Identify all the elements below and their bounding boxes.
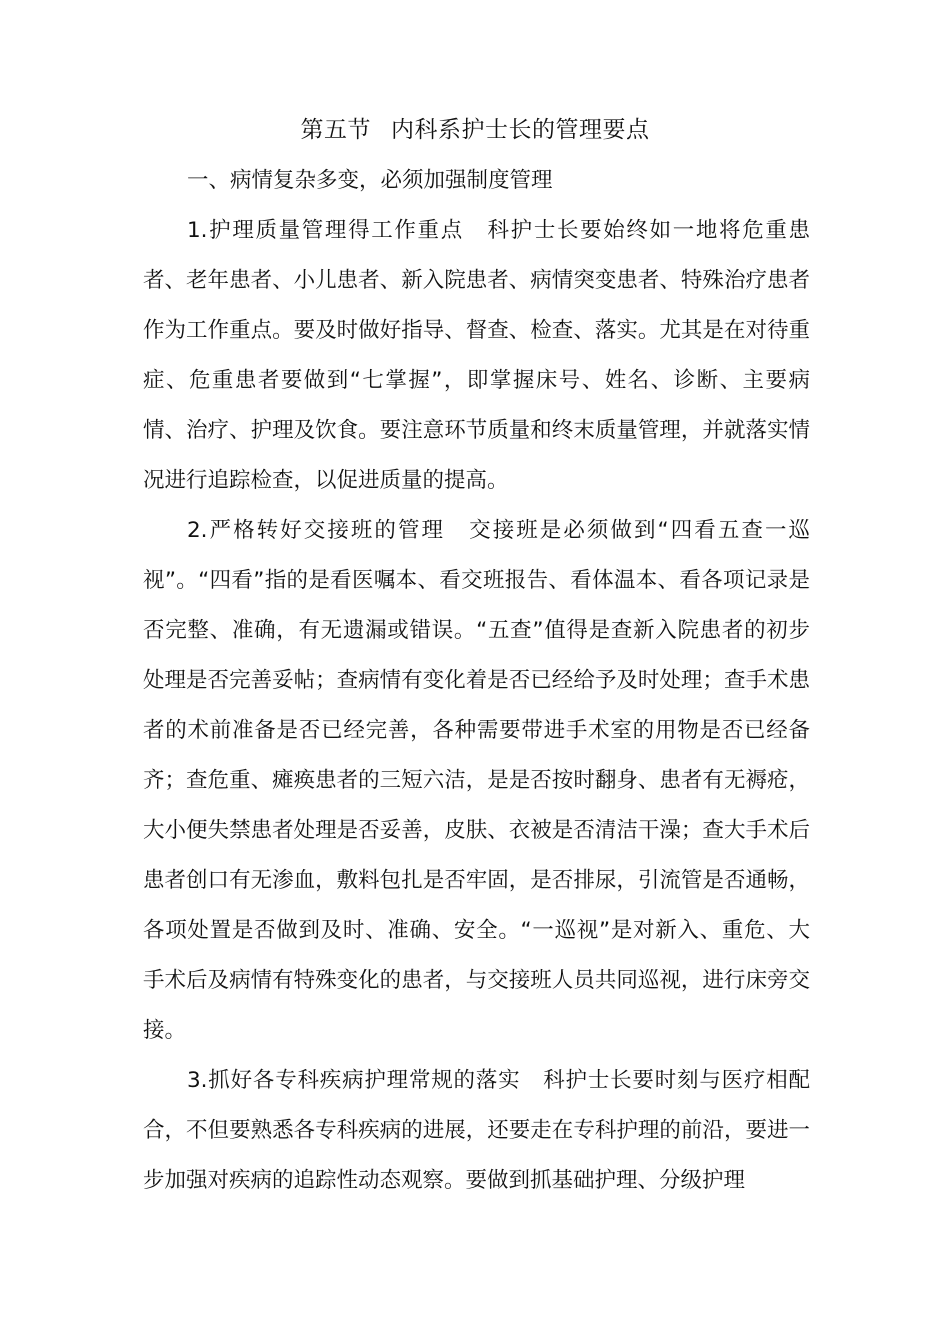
section-heading: 一、病情复杂多变，必须加强制度管理 [187,168,553,193]
body-text [143,156,810,1206]
paragraph-3-text: 科护士长要时刻与医疗相配合，不但要熟悉各专科疾病的进展，还要走在专科护理的前沿，要进一步加强对疾病的追踪性动态观察。要做到抓基础护理、分级护理 [143,1068,810,1193]
title-section-number: 第五节 [300,117,371,143]
paragraph-1-text: 科护士长要始终如一地将危重患者、老年患者、小儿患者、新入院患者、病情突变患者、特殊治疗患者作为工作重点。要及时做好指导、督查、检查、落实。尤其是在对待重症、危重患者要做到“七掌握”，即掌握床号、姓名、诊断、主要病情、治疗、护理及饮食。要注意环节质量和终末质量管理，并就落实情况进行追踪检查，以促进质量的提高。 [143,218,810,493]
page-title [0,112,950,148]
paragraph-2-text: 交接班是必须做到“四看五查一巡视”。“四看”指的是看医嘱本、看交班报告、看体温本、看各项记录是否完整、准确，有无遗漏或错误。“五查”值得是查新入院患者的初步处理是否完善妥帖；查病情有变化着是否已经给予及时处理；查手术患者的术前准备是否已经完善，各种需要带进手术室的用物是否已经备齐；查危重、瘫痪患者的三短六洁，是是否按时翻身、患者有无褥疮，大小便失禁患者处理是否妥善，皮肤、衣被是否清洁干澡；查大手术后患者创口有无渗血，敷料包扎是否牢固，是否排尿，引流管是否通畅，各项处置是否做到及时、准确、安全。“一巡视”是对新入、重危、大手术后及病情有特殊变化的患者，与交接班人员共同巡视，进行床旁交接。 [143,518,811,1043]
paragraph-1-lead: 1.护理质量管理得工作重点 [187,218,464,243]
paragraph-3-lead: 3.抓好各专科疾病护理常规的落实 [187,1068,521,1093]
paragraph-3 [143,1056,810,1206]
paragraph-1 [143,206,810,506]
paragraph-2-lead: 2.严格转好交接班的管理 [187,518,446,543]
title-text: 内科系护士长的管理要点 [391,117,650,143]
paragraph-2 [143,506,810,1056]
